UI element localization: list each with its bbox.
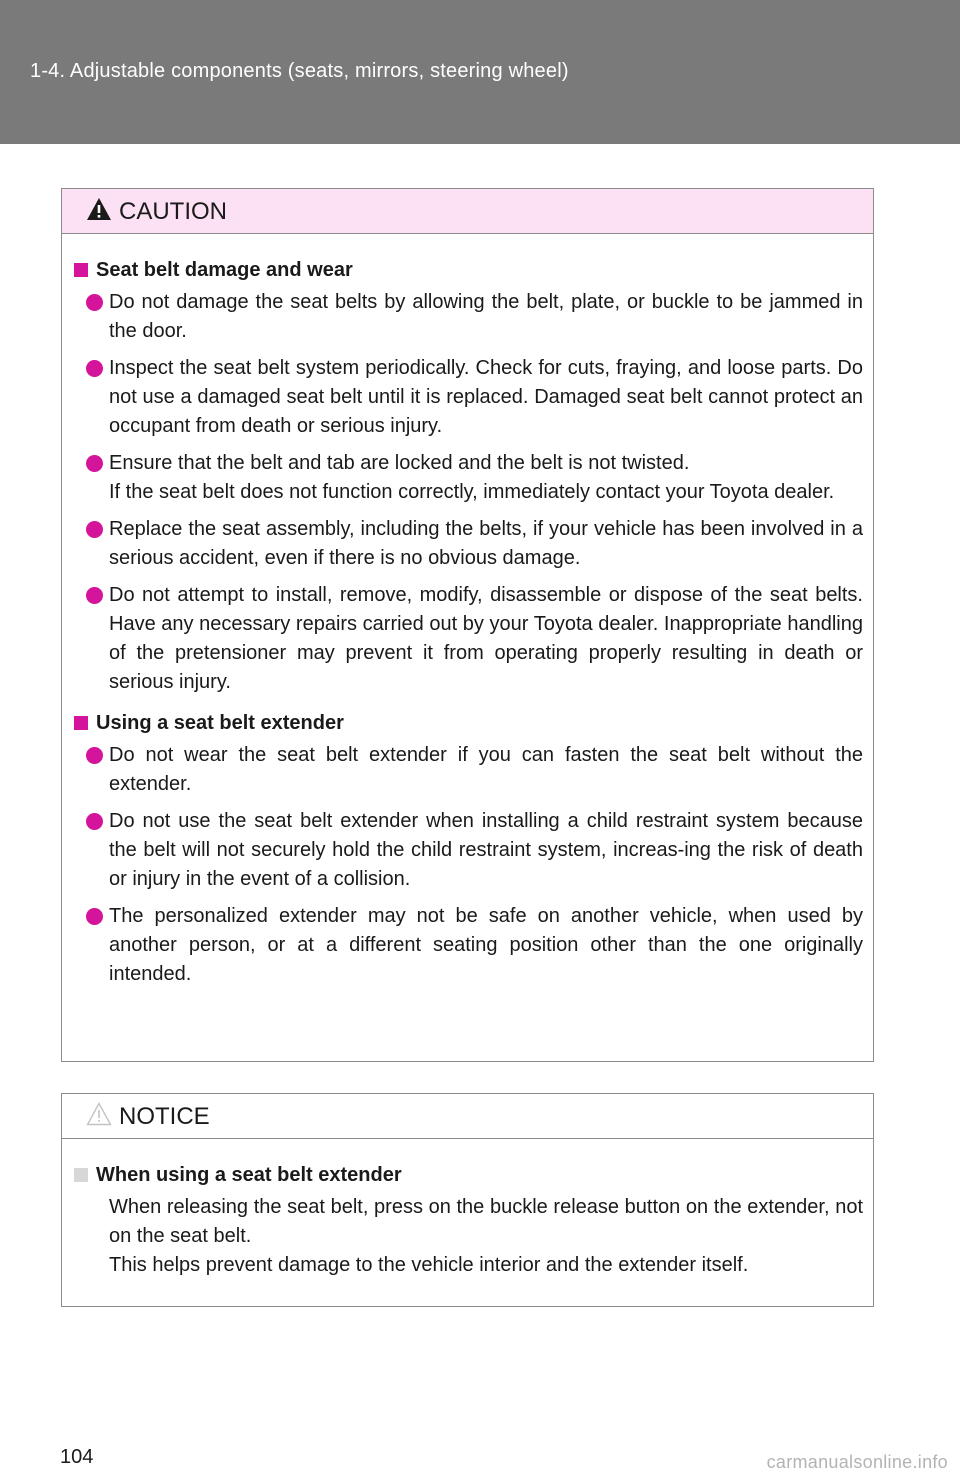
bullet-text: Inspect the seat belt system periodically. Check for cuts, fraying, and loose parts. Do not use a damaged seat belt until it is replaced. Damaged seat belt cannot protect an occupant from death or serious injury. [109,357,863,437]
notice-line: When releasing the seat belt, press on the buckle release button on the extender, not on the seat belt. [109,1196,863,1247]
caution-box [61,188,874,1062]
caution-section-heading [72,256,863,285]
bullet-text: Do not attempt to install, remove, modify, disassemble or dispose of the seat belts. Have any necessary repairs carried out by your Toyota dealer. Inappropriate handling of the pretensioner may prevent it from operating properly resulting in death or serious injury. [109,584,863,693]
warning-icon [86,197,112,221]
notice-header [62,1094,873,1139]
caution-bullet-item [72,581,863,697]
caution-bullet-item [72,449,863,507]
caution-bullet-item [72,288,863,346]
bullet-text: Do not damage the seat belts by allowing the belt, plate, or buckle to be jammed in the door. [109,291,863,342]
page-number: 104 [60,1446,94,1468]
notice-paragraph [72,1193,863,1280]
caution-body [62,234,873,989]
caution-bullet-item [72,902,863,989]
caution-bullet-item [72,741,863,799]
caution-bullet-item [72,354,863,441]
notice-section-heading [72,1161,863,1190]
watermark: carmanualsonline.info [766,1452,948,1472]
bullet-text: Replace the seat assembly, including the belts, if your vehicle has been involved in a serious accident, even if there is no obvious damage. [109,518,863,569]
bullet-text: Do not wear the seat belt extender if you can fasten the seat belt without the extender. [109,744,863,795]
chapter-title: 1-4. Adjustable components (seats, mirrors, steering wheel) [30,60,569,82]
bullet-text: If the seat belt does not function correctly, immediately contact your Toyota dealer. [109,481,835,503]
caution-section-heading [72,709,863,738]
bullet-dot-icon [86,360,103,377]
notice-label: NOTICE [119,1103,210,1130]
bullet-dot-icon [86,747,103,764]
notice-warning-icon [86,1102,112,1126]
bullet-dot-icon [86,587,103,604]
bullet-dot-icon [86,908,103,925]
bullet-text: Ensure that the belt and tab are locked and the belt is not twisted. [109,452,690,474]
page-header [0,0,960,144]
bullet-dot-icon [86,813,103,830]
bullet-text: Do not use the seat belt extender when installing a child restraint system because the belt will not securely hold the child restraint system, increas-ing the risk of death or injury in the event of a collision. [109,810,863,890]
notice-heading-text: When using a seat belt extender [96,1164,402,1186]
section-heading-text: Using a seat belt extender [96,712,344,734]
caution-label: CAUTION [119,198,227,225]
notice-line: This helps prevent damage to the vehicle interior and the extender itself. [109,1254,749,1276]
square-bullet-icon [74,1168,88,1182]
caution-bullet-item [72,807,863,894]
bullet-dot-icon [86,455,103,472]
caution-header [62,189,873,234]
square-bullet-icon [74,716,88,730]
bullet-text: The personalized extender may not be safe on another vehicle, when used by another person, or at a different seating position other than the one originally intended. [109,905,863,985]
bullet-dot-icon [86,521,103,538]
section-heading-text: Seat belt damage and wear [96,259,353,281]
caution-bullet-item [72,515,863,573]
notice-body [62,1139,873,1280]
notice-box [61,1093,874,1307]
bullet-dot-icon [86,294,103,311]
square-bullet-icon [74,263,88,277]
